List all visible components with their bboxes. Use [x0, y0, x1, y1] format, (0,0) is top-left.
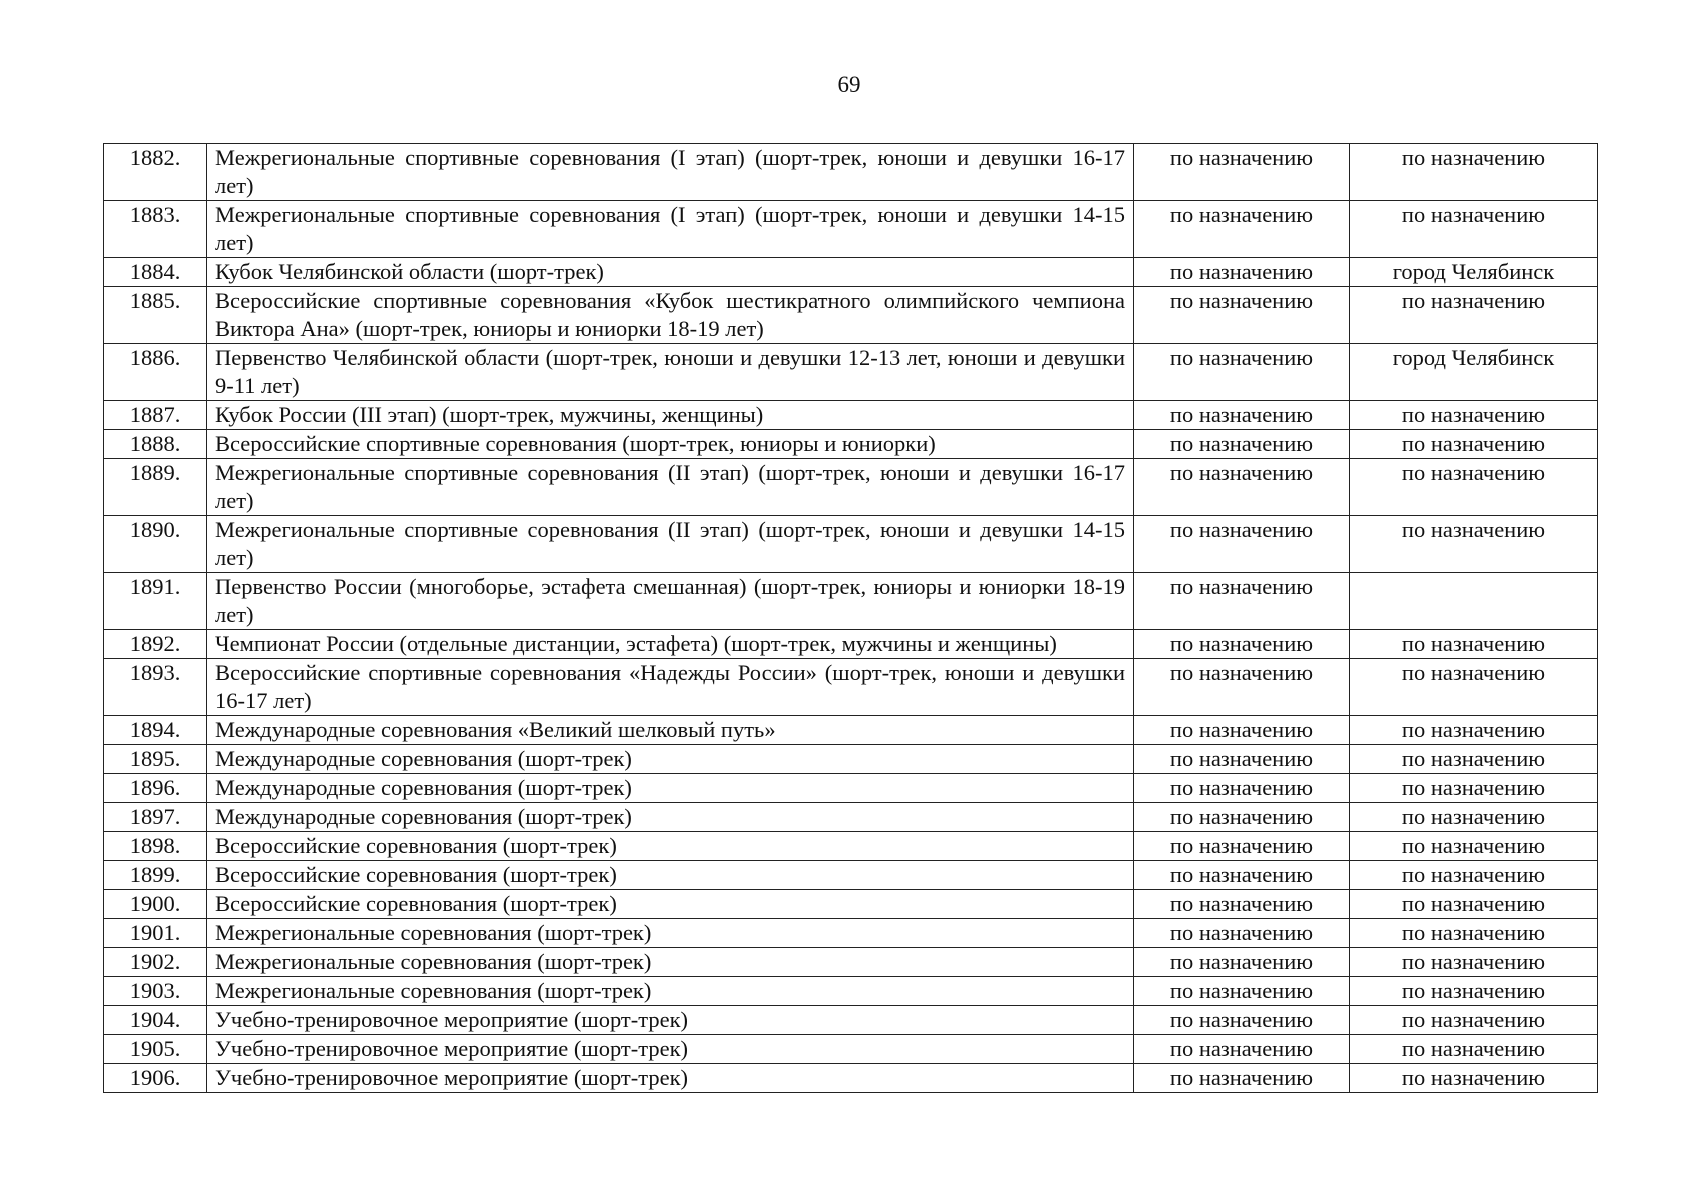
event-date-cell: по назначению: [1134, 459, 1350, 516]
event-location-cell: по назначению: [1350, 948, 1598, 977]
row-number-cell: 1895.: [104, 745, 207, 774]
event-location-cell: по назначению: [1350, 716, 1598, 745]
row-number-cell: 1890.: [104, 516, 207, 573]
row-number-cell: 1891.: [104, 573, 207, 630]
table-row: [104, 1064, 1598, 1093]
event-date-cell: по назначению: [1134, 258, 1350, 287]
table-row: [104, 1006, 1598, 1035]
event-date-cell: по назначению: [1134, 745, 1350, 774]
event-date-cell: по назначению: [1134, 201, 1350, 258]
row-number-cell: 1894.: [104, 716, 207, 745]
row-number-cell: 1886.: [104, 344, 207, 401]
event-date-cell: по назначению: [1134, 144, 1350, 201]
row-number-cell: 1897.: [104, 803, 207, 832]
event-location-cell: по назначению: [1350, 861, 1598, 890]
event-date-cell: по назначению: [1134, 344, 1350, 401]
table-row: [104, 287, 1598, 344]
event-name-cell: Всероссийские спортивные соревнования «Кубок шестикратного олимпийского чемпиона Виктора Ана» (шорт-трек, юниоры и юниорки 18-19 лет): [207, 287, 1134, 344]
events-table: [103, 143, 1598, 1093]
event-name-cell: Всероссийские соревнования (шорт-трек): [207, 832, 1134, 861]
event-location-cell: по назначению: [1350, 745, 1598, 774]
event-date-cell: по назначению: [1134, 1006, 1350, 1035]
row-number-cell: 1893.: [104, 659, 207, 716]
row-number-cell: 1885.: [104, 287, 207, 344]
event-date-cell: по назначению: [1134, 716, 1350, 745]
event-location-cell: по назначению: [1350, 803, 1598, 832]
row-number-cell: 1889.: [104, 459, 207, 516]
event-date-cell: по назначению: [1134, 573, 1350, 630]
event-location-cell: город Челябинск: [1350, 344, 1598, 401]
row-number-cell: 1883.: [104, 201, 207, 258]
table-row: [104, 459, 1598, 516]
event-location-cell: по назначению: [1350, 659, 1598, 716]
row-number-cell: 1901.: [104, 919, 207, 948]
event-name-cell: Международные соревнования (шорт-трек): [207, 745, 1134, 774]
event-date-cell: по назначению: [1134, 774, 1350, 803]
table-row: [104, 716, 1598, 745]
event-date-cell: по назначению: [1134, 401, 1350, 430]
table-row: [104, 890, 1598, 919]
row-number-cell: 1900.: [104, 890, 207, 919]
table-row: [104, 948, 1598, 977]
event-name-cell: Первенство России (многоборье, эстафета смешанная) (шорт-трек, юниоры и юниорки 18-19 лет): [207, 573, 1134, 630]
event-name-cell: Международные соревнования (шорт-трек): [207, 803, 1134, 832]
row-number-cell: 1887.: [104, 401, 207, 430]
table-row: [104, 1035, 1598, 1064]
event-location-cell: по назначению: [1350, 890, 1598, 919]
event-date-cell: по назначению: [1134, 659, 1350, 716]
page-number: 69: [837, 72, 861, 97]
event-date-cell: по назначению: [1134, 890, 1350, 919]
table-row: [104, 144, 1598, 201]
row-number-cell: 1888.: [104, 430, 207, 459]
event-name-cell: Учебно-тренировочное мероприятие (шорт-трек): [207, 1006, 1134, 1035]
event-name-cell: Всероссийские спортивные соревнования (шорт-трек, юниоры и юниорки): [207, 430, 1134, 459]
event-date-cell: по назначению: [1134, 430, 1350, 459]
event-name-cell: Межрегиональные спортивные соревнования (II этап) (шорт-трек, юноши и девушки 14-15 лет): [207, 516, 1134, 573]
row-number-cell: 1892.: [104, 630, 207, 659]
event-name-cell: Учебно-тренировочное мероприятие (шорт-трек): [207, 1064, 1134, 1093]
table-row: [104, 401, 1598, 430]
event-name-cell: Кубок Челябинской области (шорт-трек): [207, 258, 1134, 287]
row-number-cell: 1896.: [104, 774, 207, 803]
event-location-cell: [1350, 573, 1598, 630]
table-row: [104, 430, 1598, 459]
row-number-cell: 1902.: [104, 948, 207, 977]
event-location-cell: по назначению: [1350, 201, 1598, 258]
table-row: [104, 201, 1598, 258]
event-name-cell: Межрегиональные спортивные соревнования (II этап) (шорт-трек, юноши и девушки 16-17 лет): [207, 459, 1134, 516]
event-location-cell: по назначению: [1350, 144, 1598, 201]
row-number-cell: 1903.: [104, 977, 207, 1006]
event-location-cell: по назначению: [1350, 516, 1598, 573]
event-date-cell: по назначению: [1134, 1064, 1350, 1093]
table-row: [104, 344, 1598, 401]
table-row: [104, 516, 1598, 573]
row-number-cell: 1904.: [104, 1006, 207, 1035]
event-date-cell: по назначению: [1134, 287, 1350, 344]
event-location-cell: по назначению: [1350, 1064, 1598, 1093]
row-number-cell: 1906.: [104, 1064, 207, 1093]
event-name-cell: Первенство Челябинской области (шорт-трек, юноши и девушки 12-13 лет, юноши и девушки 9-11 лет): [207, 344, 1134, 401]
table-row: [104, 258, 1598, 287]
table-row: [104, 630, 1598, 659]
row-number-cell: 1899.: [104, 861, 207, 890]
event-location-cell: по назначению: [1350, 459, 1598, 516]
row-number-cell: 1882.: [104, 144, 207, 201]
event-date-cell: по назначению: [1134, 516, 1350, 573]
row-number-cell: 1884.: [104, 258, 207, 287]
event-location-cell: по назначению: [1350, 287, 1598, 344]
table-row: [104, 861, 1598, 890]
event-location-cell: по назначению: [1350, 832, 1598, 861]
event-date-cell: по назначению: [1134, 630, 1350, 659]
event-name-cell: Всероссийские соревнования (шорт-трек): [207, 861, 1134, 890]
event-name-cell: Межрегиональные спортивные соревнования (I этап) (шорт-трек, юноши и девушки 14-15 лет): [207, 201, 1134, 258]
event-date-cell: по назначению: [1134, 803, 1350, 832]
event-date-cell: по назначению: [1134, 832, 1350, 861]
table-row: [104, 745, 1598, 774]
event-date-cell: по назначению: [1134, 948, 1350, 977]
event-location-cell: по назначению: [1350, 774, 1598, 803]
event-name-cell: Международные соревнования (шорт-трек): [207, 774, 1134, 803]
event-name-cell: Межрегиональные соревнования (шорт-трек): [207, 977, 1134, 1006]
event-date-cell: по назначению: [1134, 1035, 1350, 1064]
event-location-cell: по назначению: [1350, 1006, 1598, 1035]
event-name-cell: Межрегиональные спортивные соревнования (I этап) (шорт-трек, юноши и девушки 16-17 лет): [207, 144, 1134, 201]
event-location-cell: по назначению: [1350, 430, 1598, 459]
event-name-cell: Чемпионат России (отдельные дистанции, эстафета) (шорт-трек, мужчины и женщины): [207, 630, 1134, 659]
event-date-cell: по назначению: [1134, 977, 1350, 1006]
event-date-cell: по назначению: [1134, 919, 1350, 948]
event-name-cell: Всероссийские спортивные соревнования «Надежды России» (шорт-трек, юноши и девушки 16-17 лет): [207, 659, 1134, 716]
event-name-cell: Всероссийские соревнования (шорт-трек): [207, 890, 1134, 919]
table-row: [104, 919, 1598, 948]
event-location-cell: по назначению: [1350, 1035, 1598, 1064]
row-number-cell: 1898.: [104, 832, 207, 861]
event-name-cell: Межрегиональные соревнования (шорт-трек): [207, 919, 1134, 948]
table-row: [104, 832, 1598, 861]
table-body: [104, 144, 1598, 1093]
table-row: [104, 573, 1598, 630]
event-location-cell: по назначению: [1350, 977, 1598, 1006]
event-location-cell: по назначению: [1350, 630, 1598, 659]
event-location-cell: город Челябинск: [1350, 258, 1598, 287]
table-row: [104, 774, 1598, 803]
table-row: [104, 803, 1598, 832]
row-number-cell: 1905.: [104, 1035, 207, 1064]
event-date-cell: по назначению: [1134, 861, 1350, 890]
event-location-cell: по назначению: [1350, 919, 1598, 948]
event-name-cell: Межрегиональные соревнования (шорт-трек): [207, 948, 1134, 977]
table-row: [104, 659, 1598, 716]
table-row: [104, 977, 1598, 1006]
event-name-cell: Кубок России (III этап) (шорт-трек, мужчины, женщины): [207, 401, 1134, 430]
event-name-cell: Учебно-тренировочное мероприятие (шорт-трек): [207, 1035, 1134, 1064]
event-name-cell: Международные соревнования «Великий шелковый путь»: [207, 716, 1134, 745]
event-location-cell: по назначению: [1350, 401, 1598, 430]
